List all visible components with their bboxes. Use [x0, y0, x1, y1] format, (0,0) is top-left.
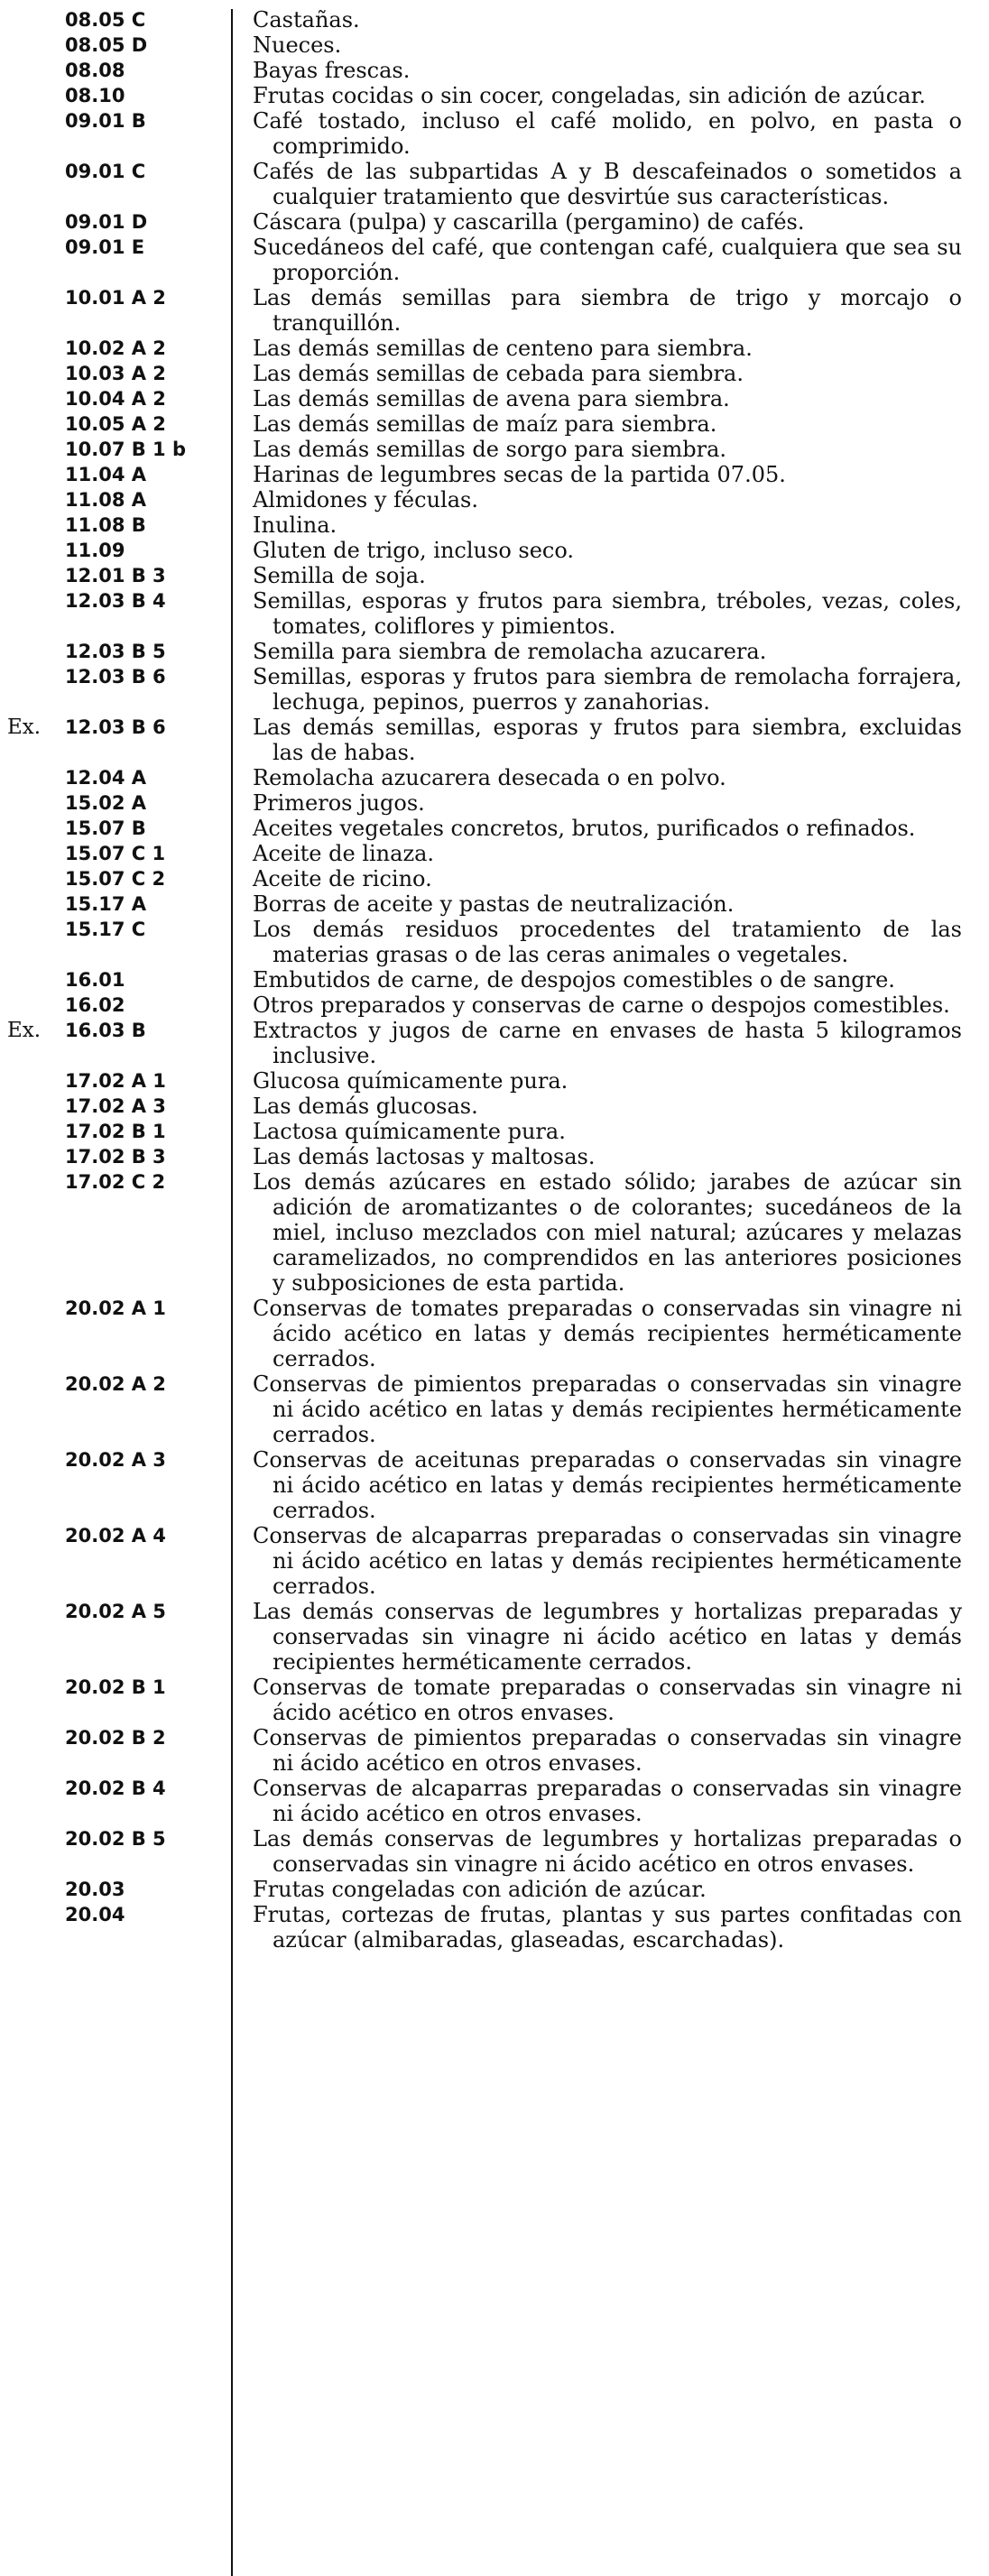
tariff-description: Semillas, esporas y frutos para siembra, tréboles, vezas, coles, tomates, coliflores y pimientos. — [253, 588, 962, 639]
tariff-code — [0, 715, 231, 740]
tariff-entry — [0, 993, 989, 1018]
tariff-description: Otros preparados y conservas de carne o despojos comestibles. — [253, 993, 950, 1018]
tariff-code-text: 12.04 A — [65, 767, 146, 789]
tariff-entry — [0, 1902, 989, 1953]
tariff-entry — [0, 7, 989, 32]
tariff-code — [0, 7, 231, 32]
tariff-code — [0, 1169, 231, 1195]
tariff-code-text: 15.17 C — [65, 919, 146, 940]
tariff-entry — [0, 790, 989, 816]
tariff-entry — [0, 512, 989, 538]
tariff-description: Las demás semillas, esporas y frutos para siembra, excluidas las de habas. — [253, 715, 962, 765]
tariff-code-text: 16.03 B — [65, 1020, 146, 1041]
tariff-description: Conservas de pimientos preparadas o conservadas sin vinagre ni ácido acético en latas y demás recipientes herméticamente cerrados. — [253, 1371, 962, 1447]
tariff-code — [0, 1523, 231, 1548]
tariff-entry — [0, 209, 989, 235]
tariff-entry — [0, 336, 989, 361]
tariff-code — [0, 437, 231, 462]
tariff-code-text: 08.05 C — [65, 9, 146, 31]
tariff-description: Las demás glucosas. — [253, 1094, 478, 1119]
tariff-description: Las demás semillas para siembra de trigo y morcajo o tranquillón. — [253, 285, 962, 336]
tariff-code — [0, 285, 231, 310]
tariff-entry — [0, 108, 989, 159]
ex-prefix: Ex. — [7, 716, 42, 739]
tariff-description: Las demás semillas de cebada para siembra. — [253, 361, 744, 386]
tariff-entry — [0, 1296, 989, 1371]
tariff-entry — [0, 1725, 989, 1776]
tariff-description: Frutas, cortezas de frutas, plantas y sus partes confitadas con azúcar (almibaradas, glaseadas, escarchadas). — [253, 1902, 962, 1953]
tariff-code — [0, 386, 231, 411]
tariff-code — [0, 1675, 231, 1700]
tariff-entry — [0, 1094, 989, 1119]
ex-prefix: Ex. — [7, 1019, 42, 1042]
tariff-description: Los demás residuos procedentes del tratamiento de las materias grasas o de las ceras animales o vegetales. — [253, 917, 962, 967]
tariff-code-text: 08.05 D — [65, 34, 148, 56]
tariff-description: Sucedáneos del café, que contengan café, cualquiera que sea su proporción. — [253, 235, 962, 285]
tariff-code — [0, 588, 231, 614]
tariff-code-text: 11.04 A — [65, 464, 146, 485]
tariff-description: Las demás semillas de sorgo para siembra. — [253, 437, 727, 462]
tariff-description: Conservas de tomate preparadas o conservadas sin vinagre ni ácido acético en otros envases. — [253, 1675, 962, 1725]
tariff-code-text: 15.07 C 1 — [65, 843, 166, 864]
tariff-entry — [0, 715, 989, 765]
tariff-code — [0, 108, 231, 134]
tariff-description: Almidones y féculas. — [253, 487, 478, 512]
tariff-description: Nueces. — [253, 32, 342, 58]
tariff-code — [0, 1018, 231, 1043]
tariff-code — [0, 1826, 231, 1851]
tariff-code — [0, 1068, 231, 1094]
tariff-description: Los demás azúcares en estado sólido; jarabes de azúcar sin adición de aromatizantes o de colorantes; sucedáneos de la miel, incluso mezclados con miel natural; azúcares y melazas caramelizados, no comprendidos en las anteriores posiciones y subposiciones de esta partida. — [253, 1169, 962, 1296]
tariff-code-text: 20.02 A 4 — [65, 1525, 166, 1547]
tariff-code — [0, 83, 231, 108]
tariff-description: Aceite de ricino. — [253, 866, 432, 891]
tariff-code-text: 17.02 B 3 — [65, 1146, 166, 1168]
tariff-entry — [0, 563, 989, 588]
tariff-description: Semilla para siembra de remolacha azucarera. — [253, 639, 767, 664]
tariff-code-text: 08.10 — [65, 85, 125, 106]
tariff-code — [0, 841, 231, 866]
tariff-description: Café tostado, incluso el café molido, en polvo, en pasta o comprimido. — [253, 108, 962, 159]
tariff-code-text: 17.02 A 3 — [65, 1095, 166, 1117]
tariff-code — [0, 487, 231, 512]
tariff-description: Conservas de aceitunas preparadas o conservadas sin vinagre ni ácido acético en latas y demás recipientes herméticamente cerrados. — [253, 1447, 962, 1523]
tariff-entry — [0, 83, 989, 108]
tariff-description: Las demás semillas de centeno para siembra. — [253, 336, 753, 361]
tariff-code — [0, 538, 231, 563]
tariff-entries — [0, 7, 989, 1953]
tariff-entry — [0, 1371, 989, 1447]
tariff-entry — [0, 866, 989, 891]
tariff-code-text: 12.03 B 6 — [65, 666, 166, 688]
tariff-entry — [0, 1144, 989, 1169]
tariff-entry — [0, 765, 989, 790]
tariff-code — [0, 664, 231, 689]
tariff-entry — [0, 1018, 989, 1068]
tariff-description: Castañas. — [253, 7, 360, 32]
tariff-entry — [0, 235, 989, 285]
tariff-code-text: 10.07 B 1 b — [65, 439, 187, 460]
tariff-code-text: 20.02 A 1 — [65, 1297, 166, 1319]
tariff-code-text: 16.01 — [65, 969, 125, 991]
tariff-code-text: 09.01 B — [65, 110, 146, 132]
tariff-code — [0, 639, 231, 664]
tariff-entry — [0, 639, 989, 664]
tariff-code-text: 10.01 A 2 — [65, 287, 166, 309]
tariff-code-text: 20.02 B 1 — [65, 1676, 166, 1698]
tariff-description: Aceite de linaza. — [253, 841, 435, 866]
tariff-description: Conservas de alcaparras preparadas o conservadas sin vinagre ni ácido acético en otros envases. — [253, 1776, 962, 1826]
tariff-code — [0, 1119, 231, 1144]
tariff-code-text: 10.02 A 2 — [65, 337, 166, 359]
tariff-entry — [0, 1877, 989, 1902]
tariff-code — [0, 512, 231, 538]
tariff-code — [0, 1877, 231, 1902]
tariff-code — [0, 32, 231, 58]
tariff-code — [0, 1599, 231, 1624]
tariff-entry — [0, 664, 989, 715]
tariff-code-text: 20.03 — [65, 1879, 125, 1900]
tariff-description: Las demás semillas de avena para siembra. — [253, 386, 730, 411]
tariff-entry — [0, 816, 989, 841]
tariff-code — [0, 1902, 231, 1927]
tariff-description: Bayas frescas. — [253, 58, 411, 83]
tariff-code-text: 20.02 A 5 — [65, 1601, 166, 1622]
tariff-description: Conservas de tomates preparadas o conservadas sin vinagre ni ácido acético en latas y demás recipientes herméticamente cerrados. — [253, 1296, 962, 1371]
tariff-description: Harinas de legumbres secas de la partida 07.05. — [253, 462, 786, 487]
tariff-code-text: 11.09 — [65, 540, 125, 561]
tariff-entry — [0, 411, 989, 437]
tariff-entry — [0, 285, 989, 336]
tariff-code — [0, 1094, 231, 1119]
tariff-description: Extractos y jugos de carne en envases de hasta 5 kilogramos inclusive. — [253, 1018, 962, 1068]
tariff-entry — [0, 462, 989, 487]
tariff-code-text: 12.03 B 5 — [65, 641, 166, 662]
tariff-entry — [0, 1599, 989, 1675]
tariff-code — [0, 209, 231, 235]
tariff-description: Semillas, esporas y frutos para siembra de remolacha forrajera, lechuga, pepinos, puerros y zanahorias. — [253, 664, 962, 715]
tariff-code-text: 15.02 A — [65, 792, 146, 814]
tariff-description: Aceites vegetales concretos, brutos, purificados o refinados. — [253, 816, 916, 841]
tariff-entry — [0, 1675, 989, 1725]
tariff-description: Las demás semillas de maíz para siembra. — [253, 411, 717, 437]
tariff-code-text: 09.01 C — [65, 161, 146, 182]
tariff-code-text: 09.01 E — [65, 236, 145, 258]
tariff-code-text: 11.08 A — [65, 489, 146, 511]
tariff-entry — [0, 386, 989, 411]
tariff-code-text: 12.03 B 6 — [65, 716, 166, 738]
tariff-code-text: 08.08 — [65, 60, 125, 81]
tariff-entry — [0, 487, 989, 512]
tariff-code — [0, 462, 231, 487]
tariff-description: Primeros jugos. — [253, 790, 425, 816]
tariff-code-text: 10.04 A 2 — [65, 388, 166, 410]
tariff-entry — [0, 1068, 989, 1094]
tariff-entry — [0, 538, 989, 563]
tariff-code — [0, 235, 231, 260]
tariff-code — [0, 816, 231, 841]
tariff-code-text: 20.04 — [65, 1904, 125, 1925]
tariff-entry — [0, 32, 989, 58]
tariff-entry — [0, 1447, 989, 1523]
tariff-entry — [0, 588, 989, 639]
tariff-entry — [0, 1169, 989, 1296]
tariff-code-text: 11.08 B — [65, 514, 146, 536]
tariff-description: Lactosa químicamente pura. — [253, 1119, 566, 1144]
tariff-code — [0, 336, 231, 361]
tariff-description: Cáscara (pulpa) y cascarilla (pergamino) de cafés. — [253, 209, 805, 235]
tariff-entry — [0, 361, 989, 386]
tariff-entry — [0, 1523, 989, 1599]
tariff-description: Las demás conservas de legumbres y hortalizas preparadas y conservadas sin vinagre ni ácido acético en latas y demás recipientes herméticamente cerrados. — [253, 1599, 962, 1675]
tariff-code-text: 15.17 A — [65, 893, 146, 915]
tariff-description: Frutas congeladas con adición de azúcar. — [253, 1877, 707, 1902]
tariff-entry — [0, 891, 989, 917]
tariff-description: Remolacha azucarera desecada o en polvo. — [253, 765, 726, 790]
tariff-code-text: 20.02 B 4 — [65, 1777, 166, 1799]
tariff-description: Inulina. — [253, 512, 337, 538]
tariff-code — [0, 361, 231, 386]
tariff-entry — [0, 917, 989, 967]
tariff-code-text: 16.02 — [65, 994, 125, 1016]
tariff-description: Cafés de las subpartidas A y B descafeinados o sometidos a cualquier tratamiento que desvirtúe sus características. — [253, 159, 962, 209]
tariff-description: Las demás conservas de legumbres y hortalizas preparadas o conservadas sin vinagre ni ácido acético en otros envases. — [253, 1826, 962, 1877]
tariff-code-text: 12.01 B 3 — [65, 565, 166, 586]
tariff-code-text: 15.07 C 2 — [65, 868, 166, 890]
tariff-code — [0, 563, 231, 588]
tariff-entry — [0, 1776, 989, 1826]
tariff-description: Conservas de pimientos preparadas o conservadas sin vinagre ni ácido acético en otros envases. — [253, 1725, 962, 1776]
tariff-code — [0, 967, 231, 993]
tariff-entry — [0, 841, 989, 866]
tariff-code-text: 09.01 D — [65, 211, 148, 233]
tariff-entry — [0, 1119, 989, 1144]
tariff-code — [0, 1144, 231, 1169]
tariff-code — [0, 765, 231, 790]
tariff-code — [0, 159, 231, 184]
tariff-code — [0, 993, 231, 1018]
tariff-description: Glucosa químicamente pura. — [253, 1068, 568, 1094]
tariff-code-text: 20.02 B 5 — [65, 1828, 166, 1850]
tariff-code-text: 12.03 B 4 — [65, 590, 166, 612]
tariff-code — [0, 411, 231, 437]
tariff-code — [0, 1776, 231, 1801]
tariff-description: Gluten de trigo, incluso seco. — [253, 538, 575, 563]
tariff-code-text: 15.07 B — [65, 817, 146, 839]
tariff-description: Semilla de soja. — [253, 563, 426, 588]
tariff-description: Borras de aceite y pastas de neutralización. — [253, 891, 735, 917]
tariff-code-text: 20.02 A 3 — [65, 1449, 166, 1471]
tariff-code — [0, 917, 231, 942]
tariff-code — [0, 1371, 231, 1397]
tariff-code-text: 17.02 A 1 — [65, 1070, 166, 1092]
tariff-entry — [0, 967, 989, 993]
tariff-description: Conservas de alcaparras preparadas o conservadas sin vinagre ni ácido acético en latas y demás recipientes herméticamente cerrados. — [253, 1523, 962, 1599]
tariff-code-text: 20.02 B 2 — [65, 1727, 166, 1749]
tariff-code-text: 10.03 A 2 — [65, 363, 166, 384]
tariff-description: Las demás lactosas y maltosas. — [253, 1144, 596, 1169]
tariff-code-text: 10.05 A 2 — [65, 413, 166, 435]
tariff-description: Embutidos de carne, de despojos comestibles o de sangre. — [253, 967, 895, 993]
tariff-entry — [0, 1826, 989, 1877]
tariff-code — [0, 1725, 231, 1750]
tariff-code — [0, 58, 231, 83]
tariff-entry — [0, 58, 989, 83]
tariff-code-text: 17.02 C 2 — [65, 1171, 166, 1193]
tariff-code — [0, 1447, 231, 1473]
tariff-code — [0, 866, 231, 891]
tariff-code — [0, 790, 231, 816]
tariff-code — [0, 891, 231, 917]
tariff-entry — [0, 159, 989, 209]
tariff-code — [0, 1296, 231, 1321]
tariff-code-text: 17.02 B 1 — [65, 1121, 166, 1142]
tariff-description: Frutas cocidas o sin cocer, congeladas, sin adición de azúcar. — [253, 83, 926, 108]
tariff-code-text: 20.02 A 2 — [65, 1373, 166, 1395]
tariff-entry — [0, 437, 989, 462]
